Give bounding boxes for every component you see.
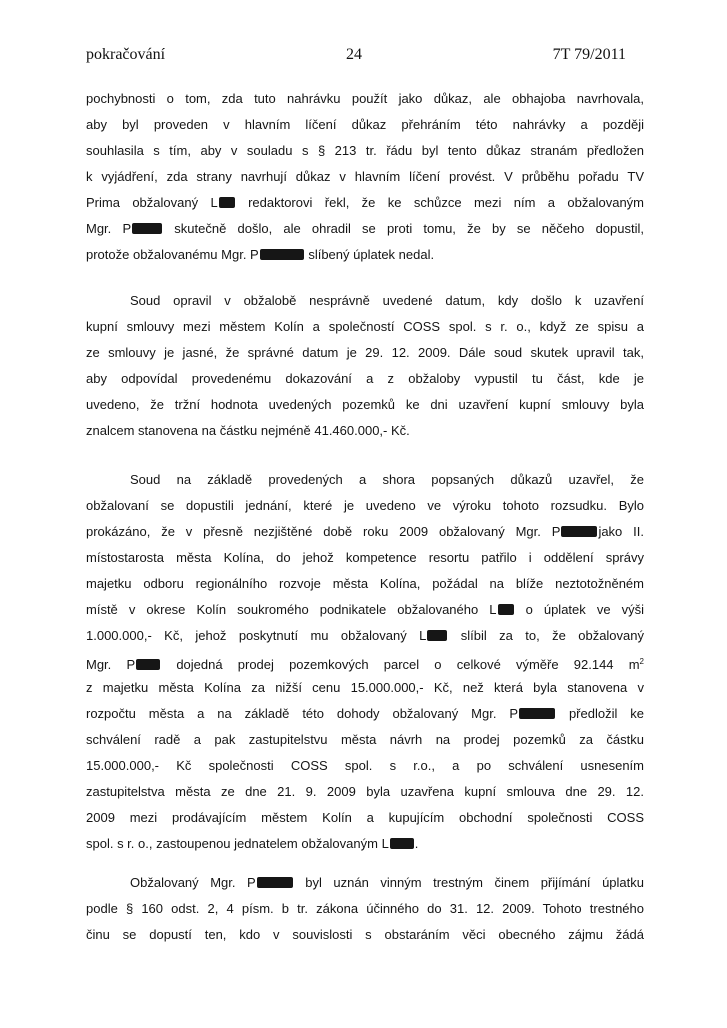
redaction-block	[219, 197, 235, 208]
text-line: znalcem stanovena na částku nejméně 41.460.000,- Kč.	[86, 423, 410, 438]
text-line: kupní smlouvy mezi městem Kolín a společností COSS spol. s r. o., když ze spisu a	[86, 319, 644, 334]
redaction-block	[390, 838, 414, 849]
page-header	[86, 46, 626, 68]
text-line: podle § 160 odst. 2, 4 písm. b tr. zákona účinného do 31. 12. 2009. Tohoto trestného	[86, 901, 644, 916]
text-segment: redaktorovi řekl, že ke schůzce mezi ním a obžalovaným	[235, 195, 644, 210]
text-segment: dojedná prodej pozemkových parcel o celkové výměře 92.144 m	[161, 657, 640, 672]
text-line: činu se dopustí ten, kdo v souvislosti s obstaráním věci obecného zájmu žádá	[86, 927, 644, 942]
text-line: aby byl proveden v hlavním líčení důkaz přehráním této nahrávky a později	[86, 117, 644, 132]
paragraph-3	[86, 467, 644, 857]
text-line: pochybnosti o tom, zda tuto nahrávku použít jako důkaz, ale obhajoba navrhovala,	[86, 91, 644, 106]
text-line: 2009 mezi prodávajícím městem Kolín a kupujícím obchodní společnosti COSS	[86, 810, 644, 825]
text-segment: rozpočtu města a na základě této dohody obžalovaný Mgr. P	[86, 706, 519, 721]
paragraph-2	[86, 288, 644, 444]
text-line: k vyjádření, zda strany navrhují důkaz v hlavním líčení provést. V průběhu pořadu TV	[86, 169, 644, 184]
text-segment: skutečně došlo, ale ohradil se proti tomu, že by se něčeho dopustil,	[163, 221, 644, 236]
text-line	[86, 519, 644, 545]
text-line: Soud opravil v obžalobě nesprávně uvedené datum, kdy došlo k uzavření	[130, 293, 644, 308]
redaction-block	[132, 223, 162, 234]
text-line	[86, 216, 644, 242]
text-line: aby odpovídal provedenému dokazování a z obžaloby vypustil tu část, kde je	[86, 371, 644, 386]
text-line	[86, 701, 644, 727]
text-line: ze smlouvy je jasné, že správné datum je 29. 12. 2009. Dále soud skutek upravil tak,	[86, 345, 644, 360]
redaction-block	[498, 604, 514, 615]
text-line	[86, 649, 644, 675]
text-segment: spol. s r. o., zastoupenou jednatelem obžalovaným L	[86, 836, 389, 851]
text-segment: prokázáno, že v přesně nezjištěné době roku 2009 obžalovaný Mgr. P	[86, 524, 561, 539]
text-line: uvedeno, že tržní hodnota uvedených pozemků ke dni uzavření kupní smlouvy byla	[86, 397, 644, 412]
text-segment: Mgr. P	[86, 657, 136, 672]
text-segment: slíbil za to, že obžalovaný	[448, 628, 644, 643]
redaction-block	[427, 630, 447, 641]
superscript-2: 2	[639, 657, 644, 666]
text-line	[86, 242, 644, 268]
text-line: souhlasila s tím, aby v souladu s § 213 tr. řádu byl tento důkaz stranám předložen	[86, 143, 644, 158]
text-line: obžalovaní se dopustili jednání, které je uvedeno ve výroku tohoto rozsudku. Bylo	[86, 498, 644, 513]
text-segment: Obžalovaný Mgr. P	[130, 875, 256, 890]
paragraph-1	[86, 86, 644, 268]
text-segment: Prima obžalovaný L	[86, 195, 218, 210]
text-line: 15.000.000,- Kč společnosti COSS spol. s r.o., a po schválení usnesením	[86, 758, 644, 773]
text-line: schválení radě a pak zastupitelstvu města návrh na prodej pozemků za částku	[86, 732, 644, 747]
text-line: z majetku města Kolína za nižší cenu 15.000.000,- Kč, než která byla stanovena v	[86, 680, 644, 695]
text-line	[86, 831, 644, 857]
file-number: 7T 79/2011	[552, 46, 626, 63]
text-segment: byl uznán vinným trestným činem přijímání úplatku	[293, 875, 644, 890]
page-number: 24	[346, 46, 362, 63]
text-segment: protože obžalovanému Mgr. P	[86, 247, 259, 262]
text-segment: Mgr. P	[86, 221, 132, 236]
text-line: majetku odboru regionálního rozvoje města Kolína, požádal na blíže neztotožněném	[86, 576, 644, 591]
text-line: místostarosta města Kolína, do jehož kompetence resortu patřilo i oddělení správy	[86, 550, 644, 565]
text-line	[86, 623, 644, 649]
text-line	[86, 190, 644, 216]
redaction-block	[561, 526, 597, 537]
redaction-block	[260, 249, 304, 260]
text-segment: o úplatek ve výši	[514, 602, 644, 617]
text-segment: jako II.	[598, 524, 644, 539]
text-segment: .	[414, 836, 419, 851]
text-line: zastupitelstva města ze dne 21. 9. 2009 byla uzavřena kupní smlouva dne 29. 12.	[86, 784, 644, 799]
redaction-block	[136, 659, 160, 670]
text-segment: místě v okrese Kolín soukromého podnikatele obžalovaného L	[86, 602, 497, 617]
text-line: Soud na základě provedených a shora popsaných důkazů uzavřel, že	[130, 472, 644, 487]
redaction-block	[519, 708, 555, 719]
text-line	[86, 870, 644, 896]
paragraph-4	[86, 870, 644, 948]
continuation-label: pokračování	[86, 46, 166, 63]
redaction-block	[257, 877, 293, 888]
text-segment: slíbený úplatek nedal.	[304, 247, 435, 262]
text-line	[86, 597, 644, 623]
text-segment: 1.000.000,- Kč, jehož poskytnutí mu obžalovaný L	[86, 628, 427, 643]
text-segment: předložil ke	[556, 706, 644, 721]
